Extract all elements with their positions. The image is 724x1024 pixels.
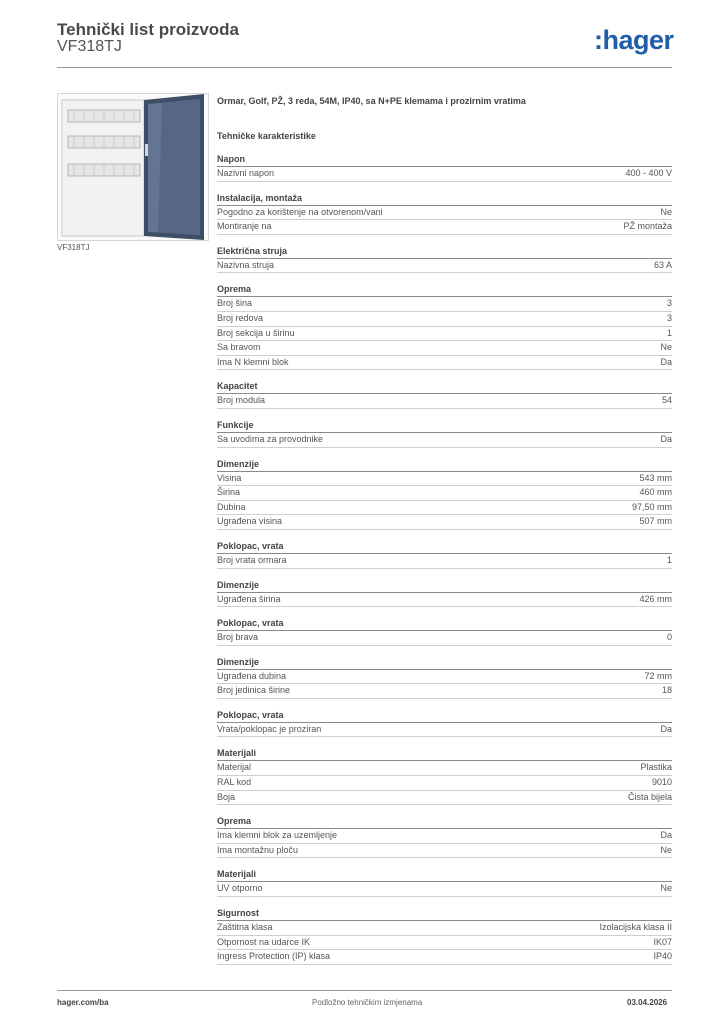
image-caption: VF318TJ: [57, 243, 90, 252]
spec-group-title: Poklopac, vrata: [217, 617, 672, 631]
product-description: Ormar, Golf, PŽ, 3 reda, 54M, IP40, sa N+PE klemama i prozirnim vratima: [217, 96, 526, 106]
spec-label: Sa bravom: [217, 342, 261, 353]
specs-heading: Tehničke karakteristike: [217, 131, 316, 141]
specs-table: [217, 153, 672, 975]
spec-group: [217, 617, 672, 646]
spec-label: Broj vrata ormara: [217, 554, 287, 565]
product-image: [57, 93, 209, 241]
spec-label: RAL kod: [217, 777, 252, 788]
spec-row: [217, 206, 672, 221]
spec-group: [217, 458, 672, 530]
spec-value: 3: [666, 298, 672, 309]
spec-group: [217, 709, 672, 738]
spec-group-title: Funkcije: [217, 419, 672, 433]
spec-row: [217, 515, 672, 530]
spec-value: Da: [660, 723, 672, 734]
spec-value: 1: [666, 554, 672, 565]
spec-value: Plastika: [640, 762, 672, 773]
spec-value: 9010: [651, 777, 672, 788]
spec-row: [217, 356, 672, 371]
spec-group: [217, 907, 672, 965]
spec-row: [217, 312, 672, 327]
spec-row: [217, 670, 672, 685]
spec-value: 1: [666, 327, 672, 338]
document-title: Tehnički list proizvoda: [57, 20, 239, 39]
footer-website[interactable]: hager.com/ba: [57, 998, 109, 1007]
spec-label: Broj jedinica širine: [217, 685, 291, 696]
spec-value: 0: [666, 632, 672, 643]
spec-value: 97,50 mm: [631, 501, 672, 512]
spec-value: Izolacijska klasa II: [599, 922, 672, 933]
spec-value: 54: [661, 395, 672, 406]
spec-row: [217, 829, 672, 844]
spec-group: [217, 192, 672, 235]
spec-label: UV otporno: [217, 883, 263, 894]
spec-row: [217, 791, 672, 806]
spec-row: [217, 167, 672, 182]
spec-label: Materijal: [217, 762, 252, 773]
spec-group-title: Kapacitet: [217, 380, 672, 394]
spec-label: Pogodno za korištenje na otvorenom/vani: [217, 206, 383, 217]
spec-value: 400 - 400 V: [625, 168, 672, 178]
spec-label: Zaštitna klasa: [217, 922, 273, 933]
spec-value: Ne: [660, 883, 672, 894]
spec-label: Ugrađena visina: [217, 516, 283, 527]
product-code: VF318TJ: [57, 38, 122, 55]
spec-group-title: Materijali: [217, 868, 672, 882]
spec-row: [217, 220, 672, 235]
spec-label: Nazivni napon: [217, 168, 275, 178]
spec-group: [217, 540, 672, 569]
spec-group-title: Poklopac, vrata: [217, 709, 672, 723]
spec-label: Sa uvodima za provodnike: [217, 433, 324, 444]
spec-value: 426 mm: [639, 593, 672, 604]
spec-group-title: Oprema: [217, 283, 672, 297]
spec-group: [217, 747, 672, 805]
spec-label: Broj brava: [217, 632, 259, 643]
spec-group-title: Napon: [217, 153, 672, 167]
spec-group: [217, 419, 672, 448]
spec-value: Ne: [660, 342, 672, 353]
spec-group-title: Dimenzije: [217, 579, 672, 593]
spec-row: [217, 297, 672, 312]
hager-logo: :hager: [594, 25, 674, 55]
spec-row: [217, 950, 672, 965]
spec-row: [217, 486, 672, 501]
spec-value: 18: [661, 685, 672, 696]
spec-group: [217, 245, 672, 274]
spec-row: [217, 327, 672, 342]
spec-row: [217, 501, 672, 516]
spec-group-title: Materijali: [217, 747, 672, 761]
spec-value: IP40: [653, 951, 672, 962]
header-divider: [57, 67, 672, 68]
spec-row: [217, 394, 672, 409]
spec-label: Ingress Protection (IP) klasa: [217, 951, 331, 962]
spec-group: [217, 815, 672, 858]
spec-label: Ugrađena dubina: [217, 670, 287, 681]
spec-value: 507 mm: [639, 516, 672, 527]
spec-label: Boja: [217, 791, 236, 802]
spec-value: Ne: [660, 206, 672, 217]
spec-label: Ima N klemni blok: [217, 356, 289, 367]
spec-value: 543 mm: [639, 472, 672, 483]
spec-row: [217, 776, 672, 791]
spec-row: [217, 936, 672, 951]
spec-group-title: Oprema: [217, 815, 672, 829]
spec-row: [217, 921, 672, 936]
spec-label: Nazivna struja: [217, 259, 275, 270]
spec-label: Otpornost na udarce IK: [217, 936, 311, 947]
spec-group-title: Sigurnost: [217, 907, 672, 921]
spec-row: [217, 882, 672, 897]
spec-value: 63 A: [653, 259, 672, 270]
spec-group-title: Instalacija, montaža: [217, 192, 672, 206]
spec-row: [217, 341, 672, 356]
spec-row: [217, 259, 672, 274]
spec-group: [217, 579, 672, 608]
spec-label: Broj redova: [217, 312, 264, 323]
spec-group: [217, 380, 672, 409]
spec-group-title: Dimenzije: [217, 458, 672, 472]
spec-value: Da: [660, 356, 672, 367]
spec-label: Širina: [217, 487, 241, 498]
spec-value: 72 mm: [644, 670, 672, 681]
spec-group-title: Poklopac, vrata: [217, 540, 672, 554]
spec-label: Montiranje na: [217, 221, 272, 232]
spec-label: Broj šina: [217, 298, 253, 309]
spec-label: Broj sekcija u širinu: [217, 327, 295, 338]
spec-group-title: Električna struja: [217, 245, 672, 259]
spec-row: [217, 593, 672, 608]
spec-value: IK07: [653, 936, 672, 947]
spec-group-title: Dimenzije: [217, 656, 672, 670]
spec-row: [217, 684, 672, 699]
spec-group: [217, 283, 672, 370]
spec-label: Dubina: [217, 501, 246, 512]
spec-group: [217, 868, 672, 897]
spec-value: Da: [660, 433, 672, 444]
spec-value: 3: [666, 312, 672, 323]
spec-row: [217, 631, 672, 646]
spec-row: [217, 844, 672, 859]
spec-row: [217, 761, 672, 776]
spec-group: [217, 153, 672, 182]
spec-value: 460 mm: [639, 487, 672, 498]
spec-row: [217, 472, 672, 487]
spec-label: Ima montažnu ploču: [217, 844, 299, 855]
spec-value: Da: [660, 830, 672, 841]
enclosure-illustration: [58, 94, 208, 240]
spec-group: [217, 656, 672, 699]
spec-row: [217, 723, 672, 738]
spec-label: Vrata/poklopac je proziran: [217, 723, 322, 734]
spec-label: Ugrađena širina: [217, 593, 281, 604]
spec-row: [217, 554, 672, 569]
spec-label: Visina: [217, 472, 242, 483]
spec-value: Ne: [660, 844, 672, 855]
footer-date: 03.04.2026: [627, 998, 668, 1007]
spec-value: PŽ montaža: [623, 221, 672, 232]
footer-divider: [57, 990, 672, 991]
spec-row: [217, 433, 672, 448]
spec-value: Čista bijela: [627, 791, 672, 802]
spec-label: Ima klemni blok za uzemljenje: [217, 830, 338, 841]
spec-label: Broj modula: [217, 395, 266, 406]
footer-notice: Podložno tehničkim izmjenama: [312, 998, 423, 1007]
